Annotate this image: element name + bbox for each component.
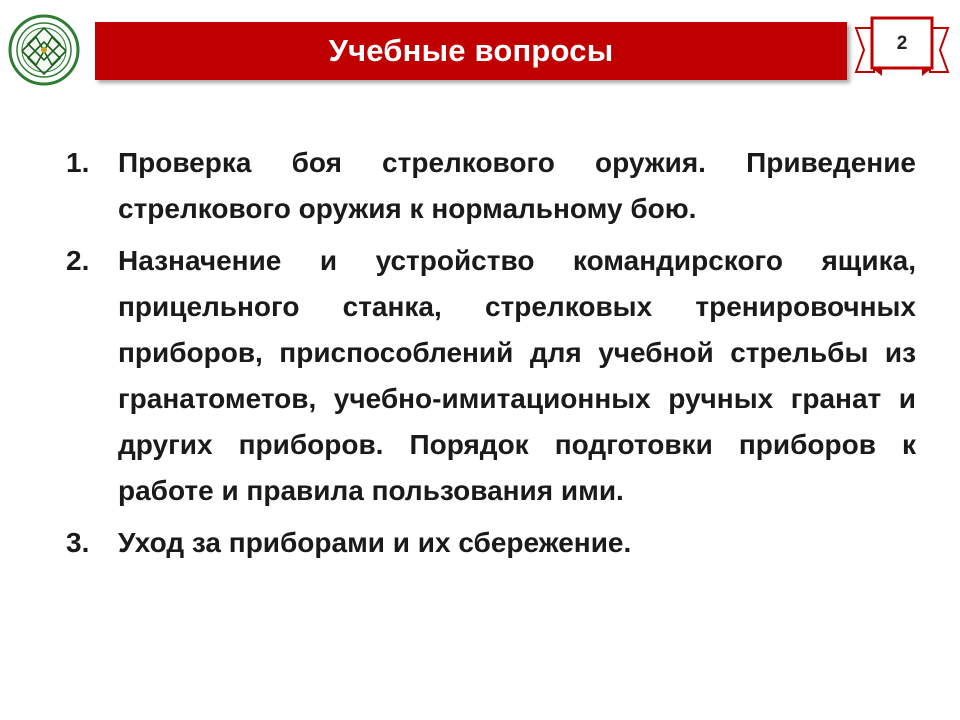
list-item xyxy=(66,140,916,232)
emblem-icon xyxy=(8,14,80,86)
item-text: Уход за приборами и их сбережение. xyxy=(118,527,632,558)
item-text: Назначение и устройство командирского ящика, прицельного станка, стрелковых тренировочных приборов, приспособлений для учебной стрельбы из гранатометов, учебно-имитационных ручных гранат и других приборов. Порядок подготовки приборов к работе и правила пользования ими. xyxy=(118,245,916,506)
item-text: Проверка боя стрелкового оружия. Приведение стрелкового оружия к нормальному бою. xyxy=(118,147,916,224)
item-number: 2. xyxy=(66,245,90,276)
item-number: 1. xyxy=(66,147,90,178)
title-bar xyxy=(95,22,847,80)
questions-list xyxy=(66,140,916,572)
list-item xyxy=(66,520,916,566)
list-item xyxy=(66,238,916,514)
page-number: 2 xyxy=(896,33,908,54)
page-title: Учебные вопросы xyxy=(328,33,614,68)
item-number: 3. xyxy=(66,527,90,558)
